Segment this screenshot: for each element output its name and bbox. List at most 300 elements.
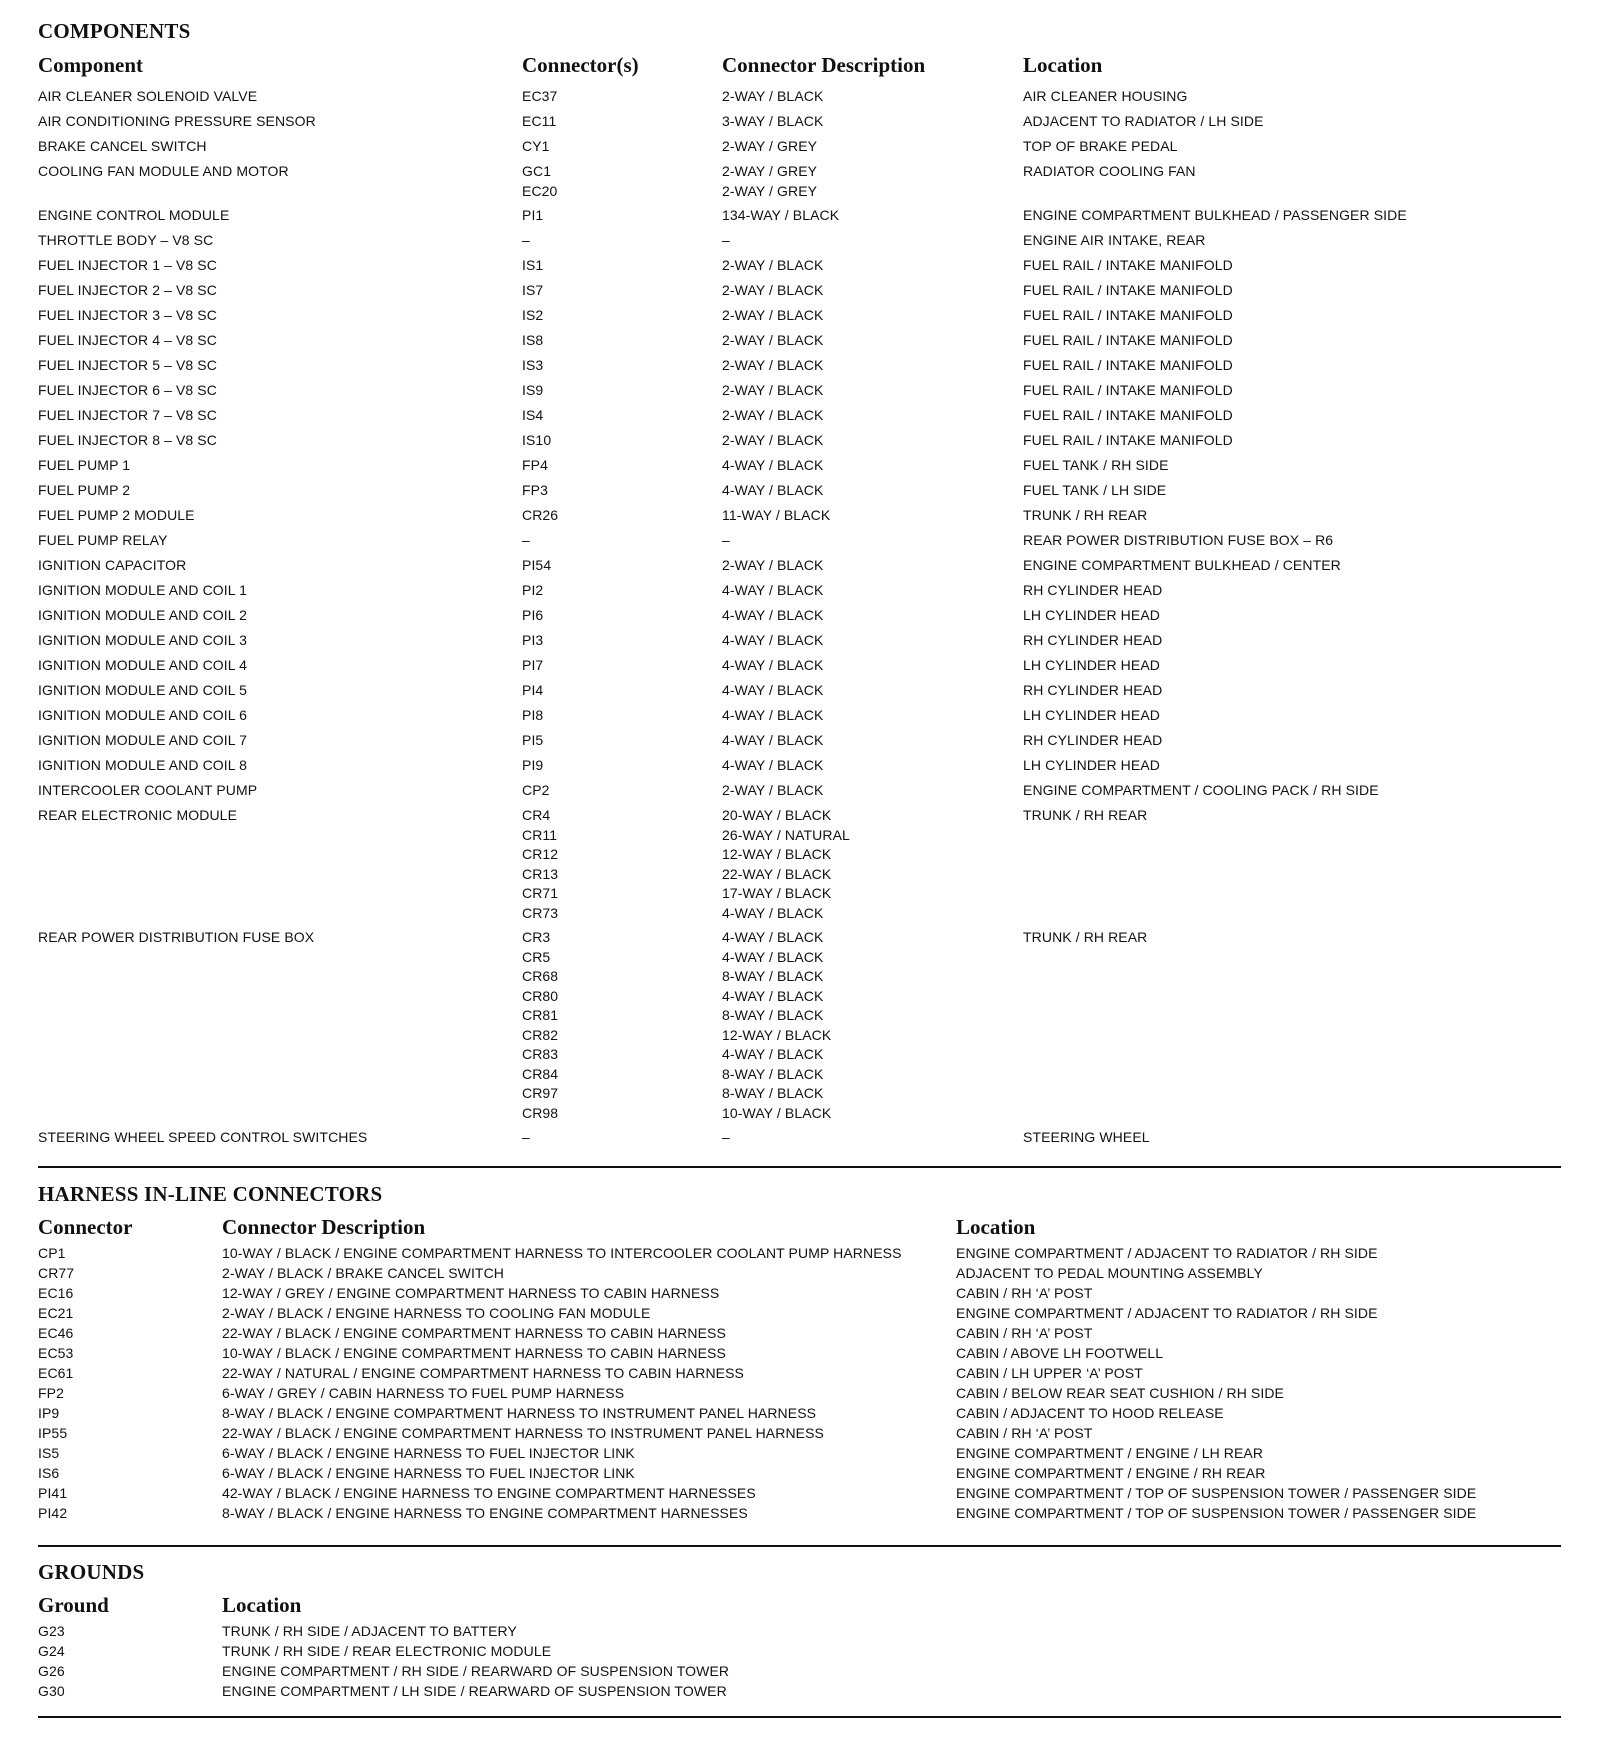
connector-description: 12-WAY / BLACK	[722, 846, 832, 862]
connector-list	[522, 581, 543, 601]
component-location: FUEL RAIL / INTAKE MANIFOLD	[1023, 332, 1233, 348]
grounds-header-row	[38, 1592, 1561, 1618]
connector-description: 6-WAY / GREY / CABIN HARNESS TO FUEL PUMP HARNESS	[222, 1385, 625, 1401]
table-row	[38, 1363, 1561, 1383]
ground-location: ENGINE COMPARTMENT / LH SIDE / REARWARD OF SUSPENSION TOWER	[222, 1683, 727, 1699]
section-divider	[38, 1545, 1561, 1547]
connector-location: CABIN / ABOVE LH FOOTWELL	[956, 1345, 1164, 1361]
table-row	[38, 1641, 1561, 1661]
component-name: FUEL INJECTOR 5 – V8 SC	[38, 357, 217, 373]
table-row	[38, 159, 1561, 203]
connector-description: 2-WAY / BLACK	[722, 557, 824, 573]
connector-description: 22-WAY / BLACK / ENGINE COMPARTMENT HARNESS TO CABIN HARNESS	[222, 1325, 726, 1341]
component-name: INTERCOOLER COOLANT PUMP	[38, 782, 258, 798]
connector-location: ENGINE COMPARTMENT / ENGINE / LH REAR	[956, 1445, 1264, 1461]
component-name: FUEL INJECTOR 8 – V8 SC	[38, 432, 217, 448]
connector-description: 2-WAY / BLACK	[722, 432, 824, 448]
connector-description-list	[722, 1128, 730, 1148]
connector-id: CR98	[522, 1104, 559, 1121]
connector-description-list	[722, 331, 823, 351]
connector-description-list	[722, 231, 730, 251]
component-name: IGNITION MODULE AND COIL 5	[38, 682, 248, 698]
component-location: RH CYLINDER HEAD	[1023, 682, 1163, 698]
connector-list	[522, 381, 543, 401]
connector-description: 4-WAY / BLACK	[722, 457, 824, 473]
connector-description: 2-WAY / BLACK	[722, 357, 824, 373]
component-name: FUEL PUMP RELAY	[38, 532, 168, 548]
connector-description: 4-WAY / BLACK	[722, 682, 824, 698]
connector-location: CABIN / LH UPPER ‘A’ POST	[956, 1365, 1143, 1381]
connector-list	[522, 556, 551, 576]
table-row	[38, 728, 1561, 753]
connector-description: 22-WAY / BLACK / ENGINE COMPARTMENT HARNESS TO INSTRUMENT PANEL HARNESS	[222, 1425, 824, 1441]
connector-description-list	[722, 381, 823, 401]
connector-id: CR71	[522, 885, 559, 901]
connector-description: 17-WAY / BLACK	[722, 885, 832, 901]
table-row	[38, 1403, 1561, 1423]
component-location: LH CYLINDER HEAD	[1023, 757, 1160, 773]
connector-description-list	[722, 306, 823, 326]
table-row	[38, 253, 1561, 278]
connector-location: CABIN / RH ‘A’ POST	[956, 1325, 1093, 1341]
connector-id: FP4	[522, 457, 548, 473]
connector-description: 4-WAY / BLACK	[722, 929, 824, 945]
table-row	[38, 1423, 1561, 1443]
connector-description: 8-WAY / BLACK	[722, 1065, 824, 1082]
header-location: Location	[222, 1593, 302, 1617]
connector-description: 4-WAY / BLACK	[722, 707, 824, 723]
connector-list	[522, 531, 530, 551]
connector-description: 8-WAY / BLACK	[722, 1085, 824, 1101]
component-name: REAR ELECTRONIC MODULE	[38, 807, 238, 823]
connector-id: PI2	[522, 582, 544, 598]
connector-id: PI41	[38, 1485, 68, 1501]
ground-location: TRUNK / RH SIDE / ADJACENT TO BATTERY	[222, 1623, 517, 1639]
table-row	[38, 203, 1561, 228]
component-location: RH CYLINDER HEAD	[1023, 582, 1163, 598]
connector-location: ENGINE COMPARTMENT / ENGINE / RH REAR	[956, 1465, 1266, 1481]
connector-description-list	[722, 656, 823, 676]
connector-description: 4-WAY / BLACK	[722, 757, 824, 773]
connector-description-list	[722, 162, 817, 201]
table-row	[38, 278, 1561, 303]
connector-list	[522, 87, 557, 107]
table-row	[38, 603, 1561, 628]
connector-description-list	[722, 406, 823, 426]
component-name: FUEL PUMP 2	[38, 482, 131, 498]
connector-description-list	[722, 731, 823, 751]
component-location: FUEL TANK / RH SIDE	[1023, 457, 1169, 473]
component-location: TRUNK / RH REAR	[1023, 807, 1148, 823]
table-row	[38, 628, 1561, 653]
connector-id: IS1	[522, 257, 544, 273]
connector-id: CR12	[522, 846, 559, 862]
component-location: FUEL RAIL / INTAKE MANIFOLD	[1023, 357, 1233, 373]
component-location: ENGINE COMPARTMENT / COOLING PACK / RH SIDE	[1023, 782, 1379, 798]
table-row	[38, 1661, 1561, 1681]
connector-description-list	[722, 431, 823, 451]
connector-list	[522, 406, 543, 426]
connector-id: EC61	[38, 1365, 74, 1381]
connector-location: ADJACENT TO PEDAL MOUNTING ASSEMBLY	[956, 1265, 1263, 1281]
connector-id: CP1	[38, 1245, 66, 1261]
connector-list	[522, 631, 543, 651]
header-ground: Ground	[38, 1593, 109, 1617]
connector-id: CR84	[522, 1065, 559, 1082]
connector-id: EC53	[38, 1345, 74, 1361]
connector-id: IS4	[522, 407, 544, 423]
components-header-row	[38, 52, 1561, 78]
component-name: FUEL PUMP 2 MODULE	[38, 507, 195, 523]
connector-id: CR26	[522, 507, 559, 523]
connector-description: 2-WAY / GREY	[722, 182, 818, 199]
header-connector-description: Connector Description	[222, 1215, 426, 1239]
connector-id: FP3	[522, 482, 548, 498]
connector-location: ENGINE COMPARTMENT / TOP OF SUSPENSION TOWER / PASSENGER SIDE	[956, 1505, 1477, 1521]
ground-id: G26	[38, 1663, 65, 1679]
connector-description-list	[722, 706, 823, 726]
connector-id: IS2	[522, 307, 544, 323]
connector-description-list	[722, 481, 823, 501]
harness-table-body	[38, 1243, 1561, 1523]
connector-list	[522, 137, 550, 157]
connector-id: EC21	[38, 1305, 74, 1321]
connector-id: PI5	[522, 732, 544, 748]
connector-list	[522, 1128, 530, 1148]
connector-description: –	[722, 532, 730, 548]
connector-description-list	[722, 581, 823, 601]
table-row	[38, 703, 1561, 728]
table-row	[38, 1125, 1561, 1150]
component-name: THROTTLE BODY – V8 SC	[38, 232, 214, 248]
component-name: AIR CLEANER SOLENOID VALVE	[38, 88, 258, 104]
component-location: ENGINE AIR INTAKE, REAR	[1023, 232, 1206, 248]
connector-list	[522, 256, 543, 276]
connector-description: 2-WAY / BLACK	[722, 282, 824, 298]
connector-id: IS3	[522, 357, 544, 373]
connector-id: PI3	[522, 632, 544, 648]
connector-list	[522, 731, 543, 751]
table-row	[38, 228, 1561, 253]
connector-description: 2-WAY / BLACK / BRAKE CANCEL SWITCH	[222, 1265, 505, 1281]
header-connector: Connector	[38, 1215, 133, 1239]
component-name: ENGINE CONTROL MODULE	[38, 207, 230, 223]
connector-id: PI42	[38, 1505, 68, 1521]
grounds-title: GROUNDS	[38, 1560, 145, 1584]
connector-list	[522, 306, 543, 326]
connector-description: 10-WAY / BLACK / ENGINE COMPARTMENT HARNESS TO INTERCOOLER COOLANT PUMP HARNESS	[222, 1245, 902, 1261]
table-row	[38, 1443, 1561, 1463]
connector-description-list	[722, 606, 823, 626]
connector-description-list	[722, 456, 823, 476]
connector-description: 2-WAY / BLACK	[722, 382, 824, 398]
connector-description: 42-WAY / BLACK / ENGINE HARNESS TO ENGINE COMPARTMENT HARNESSES	[222, 1485, 756, 1501]
connector-description-list	[722, 256, 823, 276]
table-row	[38, 503, 1561, 528]
component-location: RH CYLINDER HEAD	[1023, 732, 1163, 748]
component-location: REAR POWER DISTRIBUTION FUSE BOX – R6	[1023, 532, 1334, 548]
connector-description: 10-WAY / BLACK / ENGINE COMPARTMENT HARNESS TO CABIN HARNESS	[222, 1345, 726, 1361]
header-location: Location	[956, 1215, 1036, 1239]
connector-description-list	[722, 206, 839, 226]
connector-description: 2-WAY / GREY	[722, 163, 818, 179]
connector-description: –	[722, 232, 730, 248]
connector-description-list	[722, 806, 850, 923]
connector-id: CP2	[522, 782, 550, 798]
components-table-body	[38, 84, 1561, 1150]
connector-id: –	[522, 1129, 530, 1145]
table-row	[38, 109, 1561, 134]
section-divider	[38, 1716, 1561, 1718]
connector-location: CABIN / BELOW REAR SEAT CUSHION / RH SIDE	[956, 1385, 1284, 1401]
connector-description: 2-WAY / BLACK	[722, 407, 824, 423]
connector-id: EC11	[522, 113, 557, 129]
connector-location: CABIN / ADJACENT TO HOOD RELEASE	[956, 1405, 1224, 1421]
component-location: TOP OF BRAKE PEDAL	[1023, 138, 1178, 154]
ground-location: ENGINE COMPARTMENT / RH SIDE / REARWARD OF SUSPENSION TOWER	[222, 1663, 730, 1679]
connector-id: IP9	[38, 1405, 60, 1421]
component-location: FUEL RAIL / INTAKE MANIFOLD	[1023, 382, 1233, 398]
component-location: STEERING WHEEL	[1023, 1129, 1150, 1145]
connector-id: IS6	[38, 1465, 60, 1481]
connector-id: IS10	[522, 432, 552, 448]
component-name: FUEL INJECTOR 4 – V8 SC	[38, 332, 217, 348]
component-location: LH CYLINDER HEAD	[1023, 707, 1160, 723]
connector-list	[522, 928, 558, 1123]
section-divider	[38, 1166, 1561, 1168]
component-name: REAR POWER DISTRIBUTION FUSE BOX	[38, 929, 315, 945]
component-name: FUEL PUMP 1	[38, 457, 131, 473]
table-row	[38, 303, 1561, 328]
connector-description: 8-WAY / BLACK	[722, 1007, 824, 1023]
connector-description: 4-WAY / BLACK	[722, 987, 824, 1004]
connector-id: CR81	[522, 1007, 559, 1023]
connector-id: EC16	[38, 1285, 74, 1301]
component-name: AIR CONDITIONING PRESSURE SENSOR	[38, 113, 316, 129]
table-row	[38, 1263, 1561, 1283]
component-name: IGNITION MODULE AND COIL 2	[38, 607, 248, 623]
connector-description: 6-WAY / BLACK / ENGINE HARNESS TO FUEL INJECTOR LINK	[222, 1445, 635, 1461]
connector-description: 2-WAY / BLACK / ENGINE HARNESS TO COOLING FAN MODULE	[222, 1305, 651, 1321]
connector-id: PI8	[522, 707, 544, 723]
component-name: FUEL INJECTOR 3 – V8 SC	[38, 307, 217, 323]
connector-description-list	[722, 756, 823, 776]
connector-id: PI54	[522, 557, 552, 573]
connector-description: 4-WAY / BLACK	[722, 1046, 824, 1062]
component-name: IGNITION MODULE AND COIL 6	[38, 707, 248, 723]
connector-id: CR68	[522, 968, 559, 984]
connector-id: IS8	[522, 332, 544, 348]
connector-description-list	[722, 556, 823, 576]
connector-id: PI9	[522, 757, 544, 773]
table-row	[38, 403, 1561, 428]
connector-list	[522, 162, 557, 201]
table-row	[38, 1483, 1561, 1503]
connector-description: 2-WAY / BLACK	[722, 257, 824, 273]
connector-description-list	[722, 531, 730, 551]
connector-description: 3-WAY / BLACK	[722, 113, 824, 129]
table-row	[38, 1283, 1561, 1303]
connector-description: 2-WAY / BLACK	[722, 782, 824, 798]
connector-description: 134-WAY / BLACK	[722, 207, 840, 223]
connector-list	[522, 206, 543, 226]
connector-list	[522, 656, 543, 676]
connector-id: CR3	[522, 929, 551, 945]
table-row	[38, 778, 1561, 803]
connector-description-list	[722, 781, 823, 801]
connector-description-list	[722, 87, 823, 107]
connector-id: CR77	[38, 1265, 75, 1281]
connector-id: CR83	[522, 1046, 559, 1062]
connector-id: PI7	[522, 657, 544, 673]
table-row	[38, 1383, 1561, 1403]
connector-description: 8-WAY / BLACK / ENGINE HARNESS TO ENGINE COMPARTMENT HARNESSES	[222, 1505, 748, 1521]
connector-list	[522, 506, 558, 526]
connector-description: 22-WAY / BLACK	[722, 865, 832, 882]
connector-location: CABIN / RH ‘A’ POST	[956, 1285, 1093, 1301]
component-location: ENGINE COMPARTMENT BULKHEAD / PASSENGER SIDE	[1023, 207, 1407, 223]
connector-list	[522, 231, 530, 251]
component-location: FUEL RAIL / INTAKE MANIFOLD	[1023, 282, 1233, 298]
component-location: LH CYLINDER HEAD	[1023, 657, 1160, 673]
table-row	[38, 134, 1561, 159]
connector-description: 4-WAY / BLACK	[722, 607, 824, 623]
component-location: RADIATOR COOLING FAN	[1023, 163, 1196, 179]
table-row	[38, 453, 1561, 478]
connector-description: 4-WAY / BLACK	[722, 904, 824, 921]
connector-description: 4-WAY / BLACK	[722, 948, 824, 965]
component-location: TRUNK / RH REAR	[1023, 929, 1148, 945]
connector-id: –	[522, 532, 530, 548]
table-row	[38, 1503, 1561, 1523]
connector-list	[522, 431, 551, 451]
table-row	[38, 1343, 1561, 1363]
connector-description-list	[722, 281, 823, 301]
component-name: IGNITION MODULE AND COIL 8	[38, 757, 248, 773]
connector-description: 4-WAY / BLACK	[722, 657, 824, 673]
component-name: FUEL INJECTOR 1 – V8 SC	[38, 257, 217, 273]
table-row	[38, 578, 1561, 603]
connector-description: 12-WAY / GREY / ENGINE COMPARTMENT HARNESS TO CABIN HARNESS	[222, 1285, 720, 1301]
connector-id: CY1	[522, 138, 550, 154]
connector-description-list	[722, 506, 830, 526]
connector-id: IS5	[38, 1445, 60, 1461]
harness-header-row	[38, 1214, 1561, 1240]
connector-id: PI1	[522, 207, 544, 223]
table-row	[38, 528, 1561, 553]
table-row	[38, 1621, 1561, 1641]
connector-description: 2-WAY / GREY	[722, 138, 818, 154]
connector-list	[522, 756, 543, 776]
connector-description: 6-WAY / BLACK / ENGINE HARNESS TO FUEL INJECTOR LINK	[222, 1465, 635, 1481]
connector-list	[522, 706, 543, 726]
table-row	[38, 925, 1561, 1125]
connector-id: EC37	[522, 88, 558, 104]
component-name: FUEL INJECTOR 2 – V8 SC	[38, 282, 217, 298]
header-component: Component	[38, 53, 144, 77]
connector-id: IS9	[522, 382, 544, 398]
connector-id: –	[522, 232, 530, 248]
component-name: FUEL INJECTOR 7 – V8 SC	[38, 407, 217, 423]
ground-id: G30	[38, 1683, 65, 1699]
connector-description: 8-WAY / BLACK	[722, 968, 824, 984]
table-row	[38, 753, 1561, 778]
connector-location: ENGINE COMPARTMENT / TOP OF SUSPENSION TOWER / PASSENGER SIDE	[956, 1485, 1477, 1501]
header-connector-description: Connector Description	[722, 53, 926, 77]
connector-description: 12-WAY / BLACK	[722, 1026, 832, 1043]
table-row	[38, 1303, 1561, 1323]
header-location: Location	[1023, 53, 1103, 77]
component-name: IGNITION MODULE AND COIL 3	[38, 632, 248, 648]
ground-id: G24	[38, 1643, 65, 1659]
harness-title: HARNESS IN-LINE CONNECTORS	[38, 1182, 383, 1206]
connector-id: CR73	[522, 904, 559, 921]
connector-description: 22-WAY / NATURAL / ENGINE COMPARTMENT HARNESS TO CABIN HARNESS	[222, 1365, 744, 1381]
connector-list	[522, 112, 556, 132]
connector-description-list	[722, 137, 817, 157]
connector-id: FP2	[38, 1385, 64, 1401]
component-location: LH CYLINDER HEAD	[1023, 607, 1160, 623]
connector-list	[522, 781, 550, 801]
component-location: RH CYLINDER HEAD	[1023, 632, 1163, 648]
table-row	[38, 1463, 1561, 1483]
component-name: IGNITION CAPACITOR	[38, 557, 187, 573]
connector-id: PI4	[522, 682, 544, 698]
connector-list	[522, 281, 543, 301]
connector-id: EC46	[38, 1325, 74, 1341]
connector-id: CR13	[522, 865, 559, 882]
connector-list	[522, 331, 543, 351]
connector-description-list	[722, 928, 831, 1123]
connector-location: ENGINE COMPARTMENT / ADJACENT TO RADIATOR / RH SIDE	[956, 1245, 1378, 1261]
table-row	[38, 1681, 1561, 1701]
table-row	[38, 678, 1561, 703]
table-row	[38, 653, 1561, 678]
ground-location: TRUNK / RH SIDE / REAR ELECTRONIC MODULE	[222, 1643, 552, 1659]
connector-list	[522, 456, 548, 476]
component-name: IGNITION MODULE AND COIL 4	[38, 657, 248, 673]
connector-description: 2-WAY / BLACK	[722, 332, 824, 348]
component-location: FUEL RAIL / INTAKE MANIFOLD	[1023, 307, 1233, 323]
connector-id: CR11	[522, 826, 558, 843]
connector-description: 20-WAY / BLACK	[722, 807, 832, 823]
connector-description: 2-WAY / BLACK	[722, 88, 824, 104]
connector-description: 4-WAY / BLACK	[722, 582, 824, 598]
connector-description: 10-WAY / BLACK	[722, 1104, 832, 1121]
table-row	[38, 803, 1561, 925]
table-row	[38, 378, 1561, 403]
ground-id: G23	[38, 1623, 65, 1639]
component-name: FUEL INJECTOR 6 – V8 SC	[38, 382, 217, 398]
connector-id: IS7	[522, 282, 544, 298]
component-location: FUEL RAIL / INTAKE MANIFOLD	[1023, 257, 1233, 273]
connector-list	[522, 481, 548, 501]
table-row	[38, 428, 1561, 453]
component-name: BRAKE CANCEL SWITCH	[38, 138, 207, 154]
connector-id: CR97	[522, 1085, 559, 1101]
connector-description: 4-WAY / BLACK	[722, 732, 824, 748]
table-row	[38, 328, 1561, 353]
component-location: FUEL RAIL / INTAKE MANIFOLD	[1023, 407, 1233, 423]
connector-description-list	[722, 681, 823, 701]
component-name: IGNITION MODULE AND COIL 7	[38, 732, 248, 748]
components-title: COMPONENTS	[38, 19, 191, 43]
component-location: ADJACENT TO RADIATOR / LH SIDE	[1023, 113, 1264, 129]
connector-description: –	[722, 1129, 730, 1145]
header-connectors: Connector(s)	[522, 53, 639, 77]
component-location: ENGINE COMPARTMENT BULKHEAD / CENTER	[1023, 557, 1341, 573]
component-location: FUEL RAIL / INTAKE MANIFOLD	[1023, 432, 1233, 448]
